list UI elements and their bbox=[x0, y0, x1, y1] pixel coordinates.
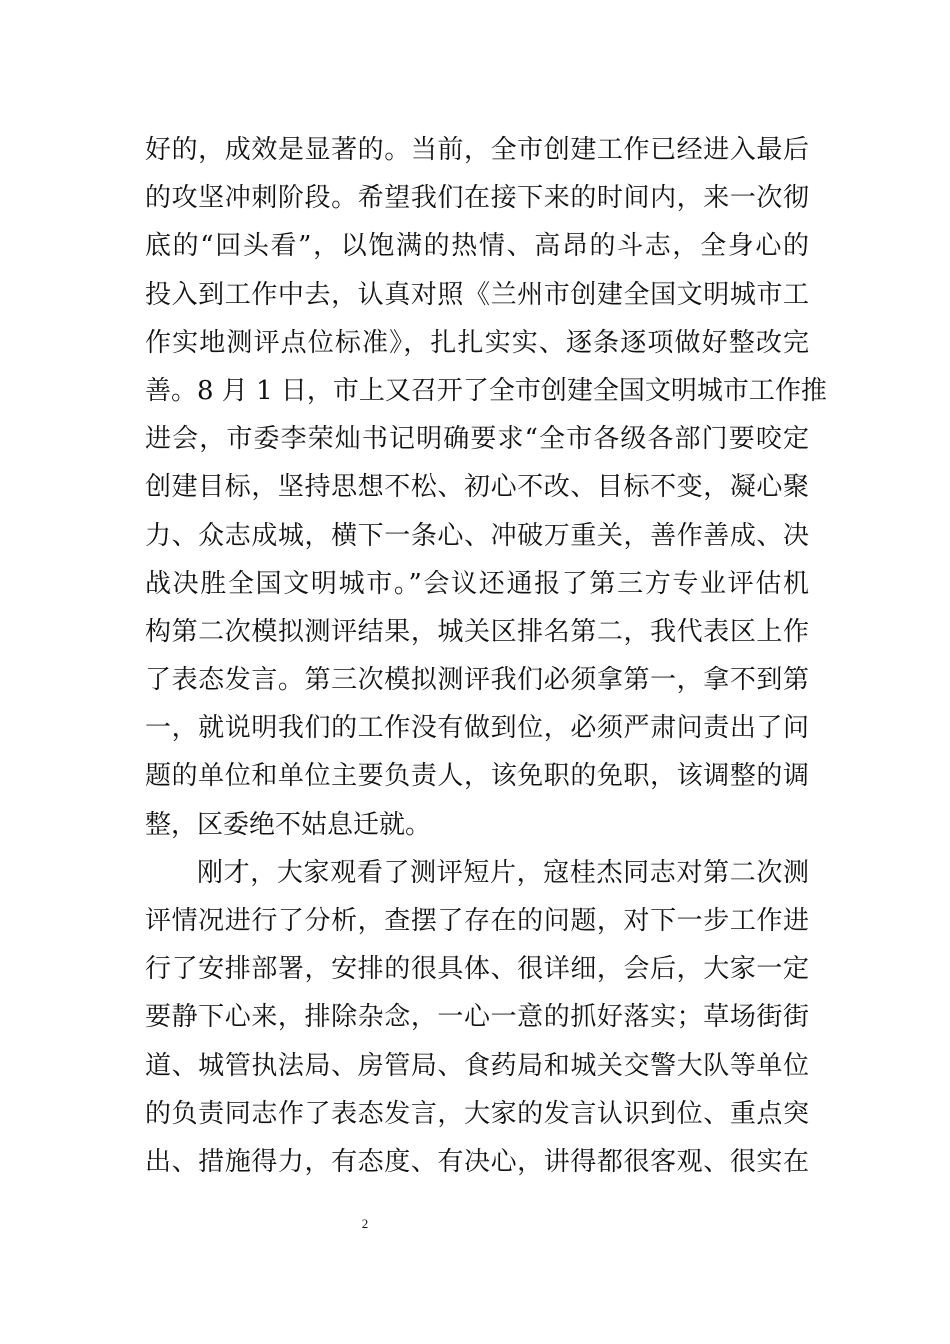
text-line: 题的单位和单位主要负责人，该免职的免职，该调整的调 bbox=[145, 761, 809, 792]
text-line: 作实地测评点位标准》，扎扎实实、逐条逐项做好整改完 bbox=[145, 327, 809, 358]
text-line: 出、措施得力，有态度、有决心，讲得都很客观、很实在 bbox=[145, 1146, 809, 1177]
text-line: 一，就说明我们的工作没有做到位，必须严肃问责出了问 bbox=[145, 713, 809, 744]
text-line: 道、城管执法局、房管局、食药局和城关交警大队等单位 bbox=[145, 1050, 809, 1081]
text-line: 创建目标，坚持思想不松、初心不改、目标不变，凝心聚 bbox=[145, 472, 809, 503]
text-line: 好的，成效是显著的。当前，全市创建工作已经进入最后 bbox=[145, 135, 809, 165]
text-line: 了表态发言。第三次模拟测评我们必须拿第一，拿不到第 bbox=[145, 665, 809, 696]
text-line: 要静下心来，排除杂念，一心一意的抓好落实；草场街街 bbox=[145, 1002, 809, 1033]
text-line: 的攻坚冲刺阶段。希望我们在接下来的时间内，来一次彻 bbox=[145, 183, 809, 214]
text-line: 善。8 月 1 日，市上又召开了全市创建全国文明城市工作推 bbox=[145, 375, 827, 406]
text-line: 行了安排部署，安排的很具体、很详细，会后，大家一定 bbox=[145, 954, 809, 985]
body-text bbox=[145, 126, 827, 1186]
text-line: 的负责同志作了表态发言，大家的发言认识到位、重点突 bbox=[145, 1098, 809, 1129]
paragraph-first-line: 刚才，大家观看了测评短片，寇桂杰同志对第二次测 bbox=[197, 857, 809, 888]
text-line: 评情况进行了分析，查摆了存在的问题，对下一步工作进 bbox=[145, 906, 809, 936]
text-line: 进会，市委李荣灿书记明确要求“全市各级各部门要咬定 bbox=[145, 424, 809, 455]
text-line: 投入到工作中去，认真对照《兰州市创建全国文明城市工 bbox=[145, 279, 809, 310]
page-number: 2 bbox=[361, 1216, 369, 1231]
text-line: 力、众志成城，横下一条心、冲破万重关，善作善成、决 bbox=[145, 520, 809, 551]
text-line: 战决胜全国文明城市。”会议还通报了第三方专业评估机 bbox=[145, 568, 809, 599]
text-line: 构第二次模拟测评结果，城关区排名第二，我代表区上作 bbox=[145, 616, 809, 647]
text-line: 底的“回头看”，以饱满的热情、高昂的斗志，全身心的 bbox=[145, 231, 809, 262]
paragraph-end-line: 整，区委绝不姑息迁就。 bbox=[145, 809, 432, 840]
